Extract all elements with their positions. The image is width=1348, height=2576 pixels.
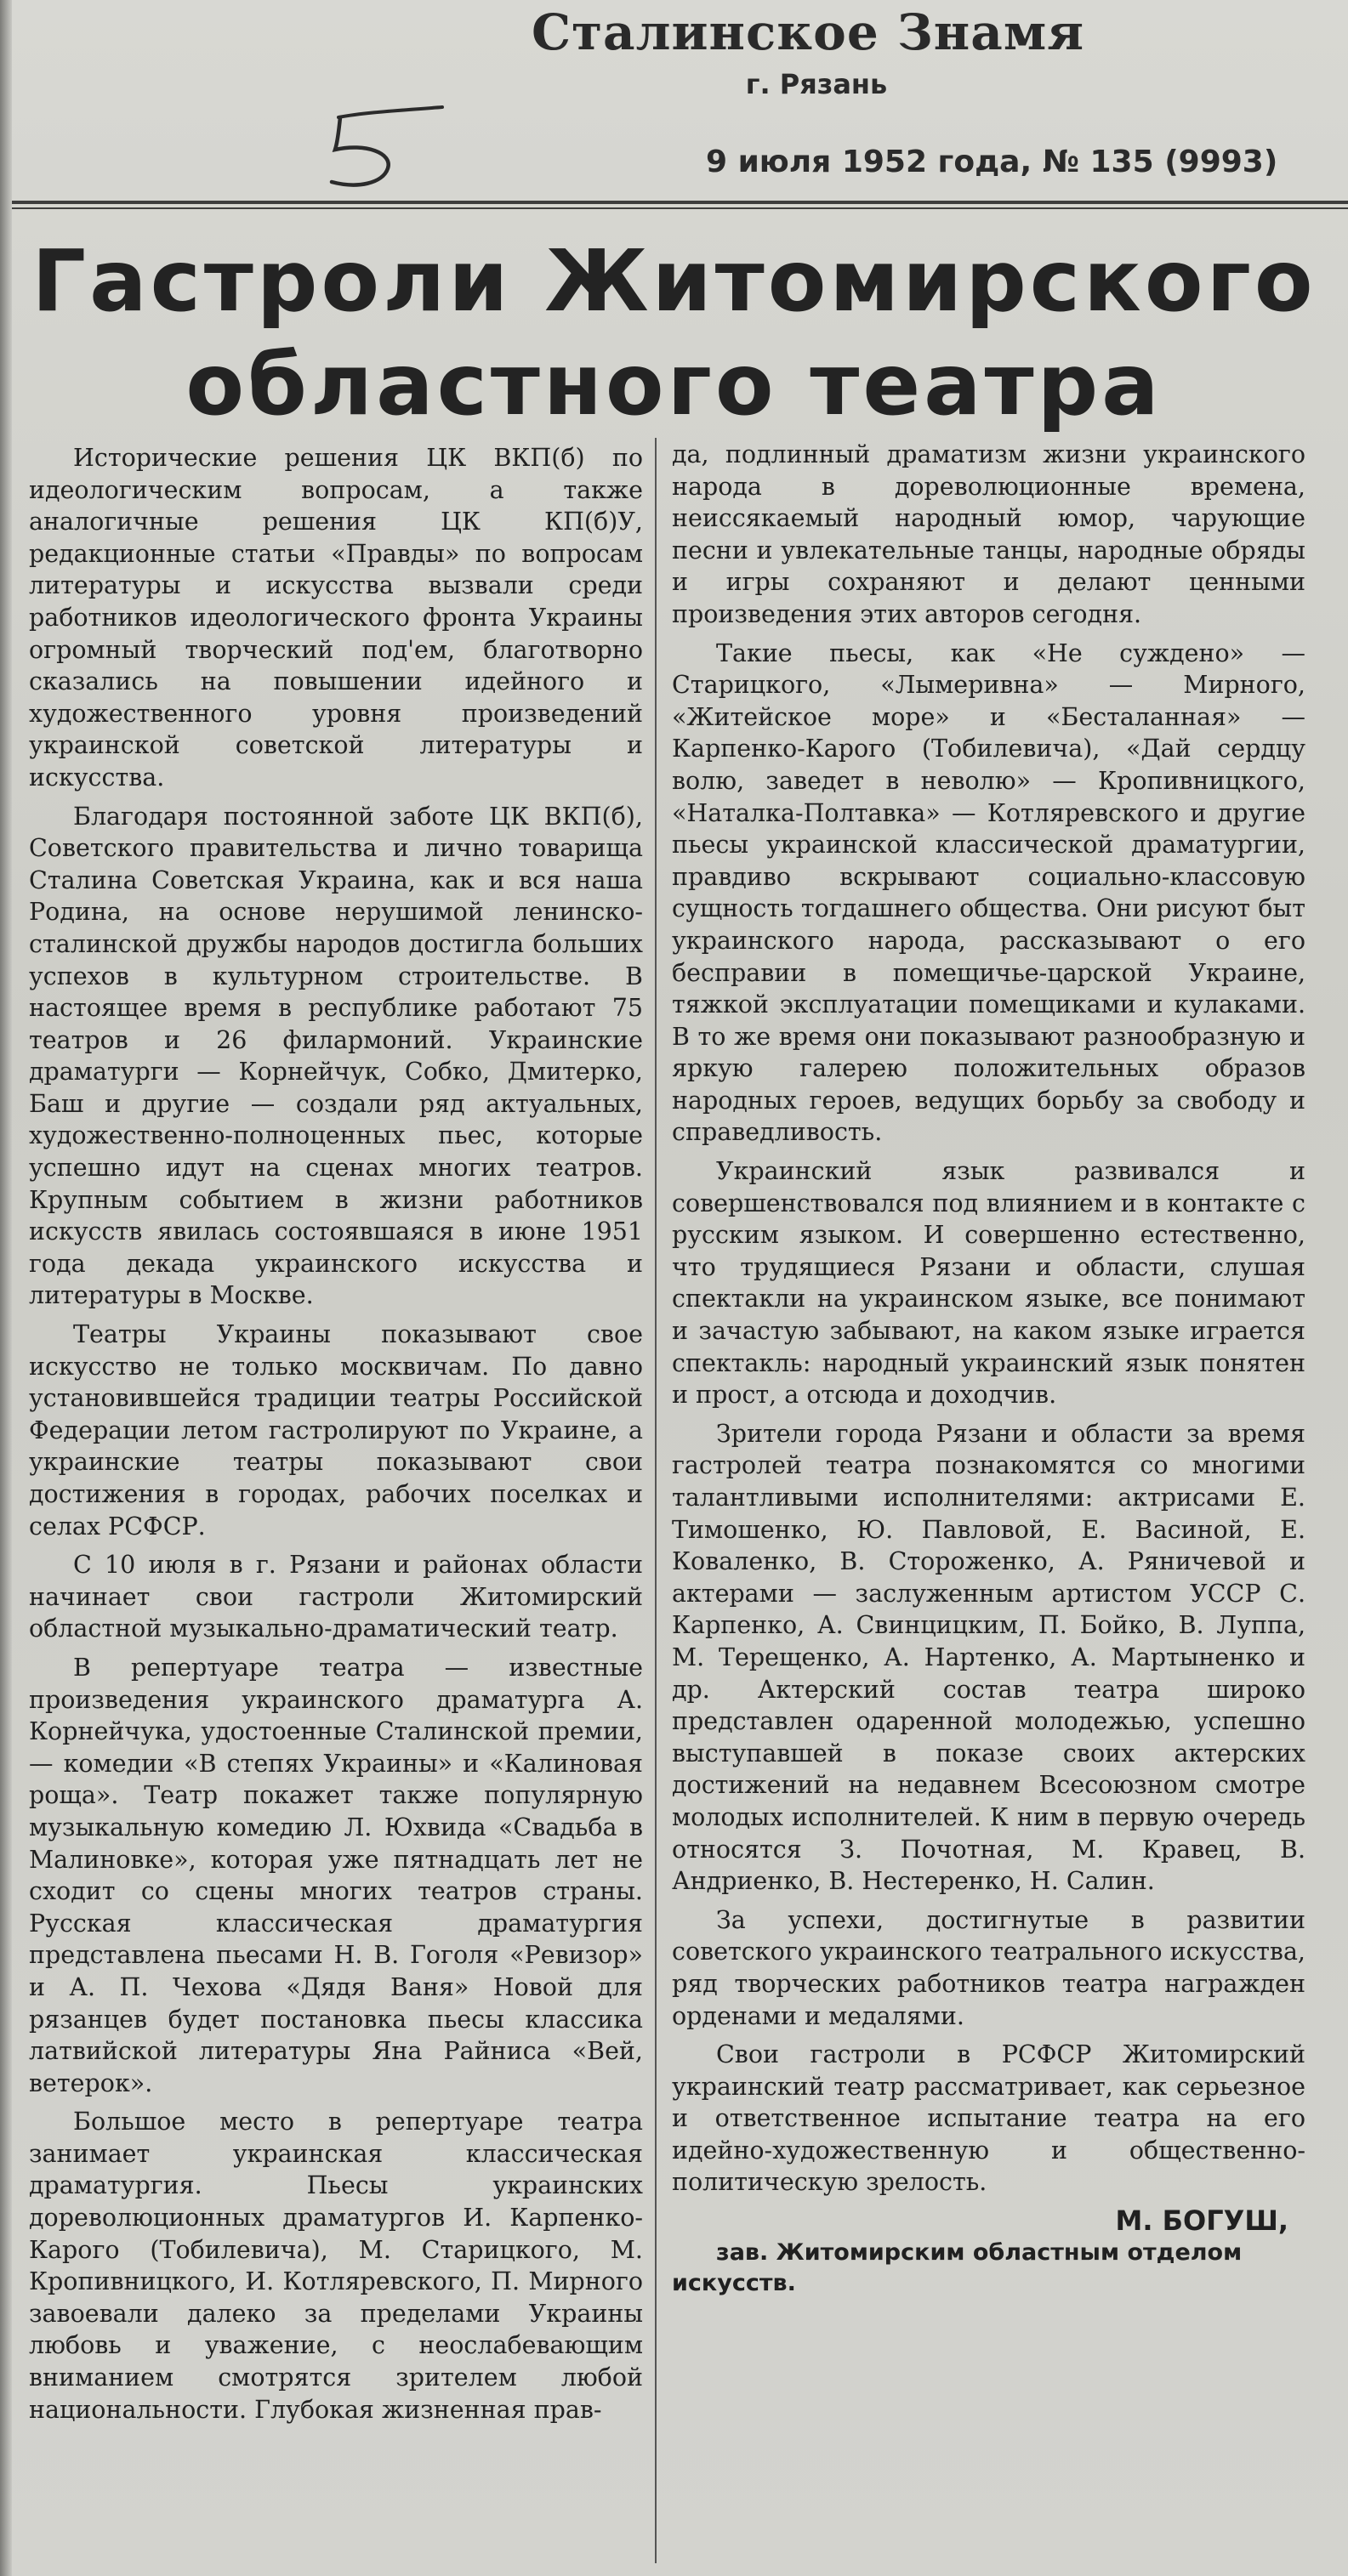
newspaper-city: г. Рязань <box>745 68 888 100</box>
author-signature: М. БОГУШ, <box>1115 2204 1288 2238</box>
handwritten-number-mark <box>315 100 451 194</box>
paragraph: Такие пьесы, как «Не суждено» — Старицкого, «Лымеривна» — Мирного, «Житейское море» и «Бесталанная» — Карпенко-Карого (Тобилевича), «Дай сердцу волю, заведет в неволю» — Кропивницкого, «Наталка-Полтавка» — Котляревского и другие пьесы украинской классической драматургии, правдиво вскрывают социально-классовую сущность тогдашнего общества. Они рисуют быт украинского народа, рассказывают о его бесправии в помещичье-царской Украине, тяжкой эксплуатации помещиками и кулаками. В то же время они показывают разнообразную и яркую галерею положительных образов народных героев, ведущих борьбу за свободу и справедливость. <box>672 638 1305 1147</box>
article-column-1 <box>29 442 643 2432</box>
paragraph: да, подлинный драматизм жизни украинского народа в дореволюционные времена, неиссякаемый народный юмор, чарующие песни и увлекательные танцы, народные обряды и игры сохраняют и делают ценными произведения этих авторов сегодня. <box>672 440 1305 628</box>
paragraph: Театры Украины показывают свое искусство не только москвичам. По давно установившейся традиции театры Российской Федерации летом гастролируют по Украине, а украинские театры показывают свои достижения в городах, рабочих поселках и селах РСФСР. <box>29 1320 643 1540</box>
paragraph: Украинский язык развивался и совершенствовался под влиянием и в контакте с русским языком. И совершенно естественно, что трудящиеся Рязани и области, слушая спектакли на украинском языке, все понимают и зачастую забывают, на каком языке играется спектакль: народный украинский язык понятен и прост, а отсюда и доходчив. <box>672 1157 1305 1410</box>
newspaper-title: Сталинское Знамя <box>531 3 1085 61</box>
masthead-rule <box>12 201 1348 204</box>
paragraph: Исторические решения ЦК ВКП(б) по идеологическим вопросам, а также аналогичные решения ЦК КП(б)У, редакционные статьи «Правды» по вопросам литературы и искусства вызвали среди работников идеологического фронта Украины огромный творческий под'ем, благотворно сказались на повышении идейного и художественного уровня произведений украинской советской литературы и искусства. <box>29 444 643 792</box>
paragraph: За успехи, достигнутые в развитии советского украинского театрального искусства, ряд творческих работников театра награжден орденами и медалями. <box>672 1905 1305 2030</box>
paragraph: Свои гастроли в РСФСР Житомирский украинский театр рассматривает, как серьезное и ответственное испытание театра на его идейно-художественную и общественно-политическую зрелость. <box>672 2040 1305 2197</box>
paragraph: В репертуаре театра — известные произведения украинского драматурга А. Корнейчука, удостоенные Сталинской премии, — комедии «В степях Украины» и «Калиновая роща». Театр покажет также популярную музыкальную комедию Л. Юхвида «Свадьба в Малиновке», которая уже пятнадцать лет не сходит со сцены многих театров страны. Русская классическая драматургия представлена пьесами Н. В. Гоголя «Ревизор» и А. П. Чехова «Дядя Ваня» Новой для рязанцев будет постановка пьесы классика латвийской литературы Яна Райниса «Вей, ветерок». <box>29 1653 643 2097</box>
headline-line-2: областного театра <box>185 335 1163 434</box>
paragraph: С 10 июля в г. Рязани и районах области начинает свои гастроли Житомирский областной музыкально-драматический театр. <box>29 1551 643 1643</box>
article-column-2 <box>672 439 1305 2306</box>
headline-line-1: Гастроли Житомирского <box>31 231 1317 331</box>
masthead-rule-thin <box>12 207 1348 209</box>
column-divider <box>655 438 657 2563</box>
paragraph: Зрители города Рязани и области за время гастролей театра познакомятся со многими талантливыми исполнителями: актрисами Е. Тимошенко, Ю. Павловой, Е. Васиной, Е. Коваленко, В. Стороженко, А. Ряничевой и актерами — заслуженным артистом УССР С. Карпенко, А. Свинцицким, П. Бойко, В. Луппа, М. Терещенко, А. Нартенко, А. Мартыненко и др. Актерский состав театра широко представлен одаренной молодежью, успешно выступавшей в показе своих актерских достижений на недавнем Всесоюзном смотре молодых исполнителей. К ним в первую очередь относятся З. Почотная, М. Кравец, В. Андриенко, В. Нестеренко, Н. Салин. <box>672 1419 1305 1896</box>
issue-dateline: 9 июля 1952 года, № 135 (9993) <box>706 145 1278 179</box>
paragraph: Большое место в репертуаре театра занимает украинская классическая драматургия. Пьесы украинских дореволюционных драматургов И. Карпенко-Карого (Тобилевича), М. Старицкого, М. Кропивницкого, И. Котляревского, П. Мирного завоевали далеко за пределами Украины любовь и уважение, с неослабевающим вниманием смотрятся зрителем любой национальности. Глубокая жизненная прав- <box>29 2108 643 2424</box>
article-headline <box>0 230 1348 437</box>
paragraph: Благодаря постоянной заботе ЦК ВКП(б), Советского правительства и лично товарища Сталина Советская Украина, как и вся наша Родина, на основе нерушимой ленинско-сталинской дружбы народов достигла больших успехов в культурном строительстве. В настоящее время в республике работают 75 театров и 26 филармоний. Украинские драматурги — Корнейчук, Собко, Дмитерко, Баш и другие — создали ряд актуальных, художественно-полноценных пьес, которые успешно идут на сценах многих театров. Крупным событием в жизни работников искусств явилась состоявшаяся в июне 1951 года декада украинского искусства и литературы в Москве. <box>29 802 643 1310</box>
author-position: зав. Житомирским областным отделом искусств. <box>672 2238 1243 2296</box>
